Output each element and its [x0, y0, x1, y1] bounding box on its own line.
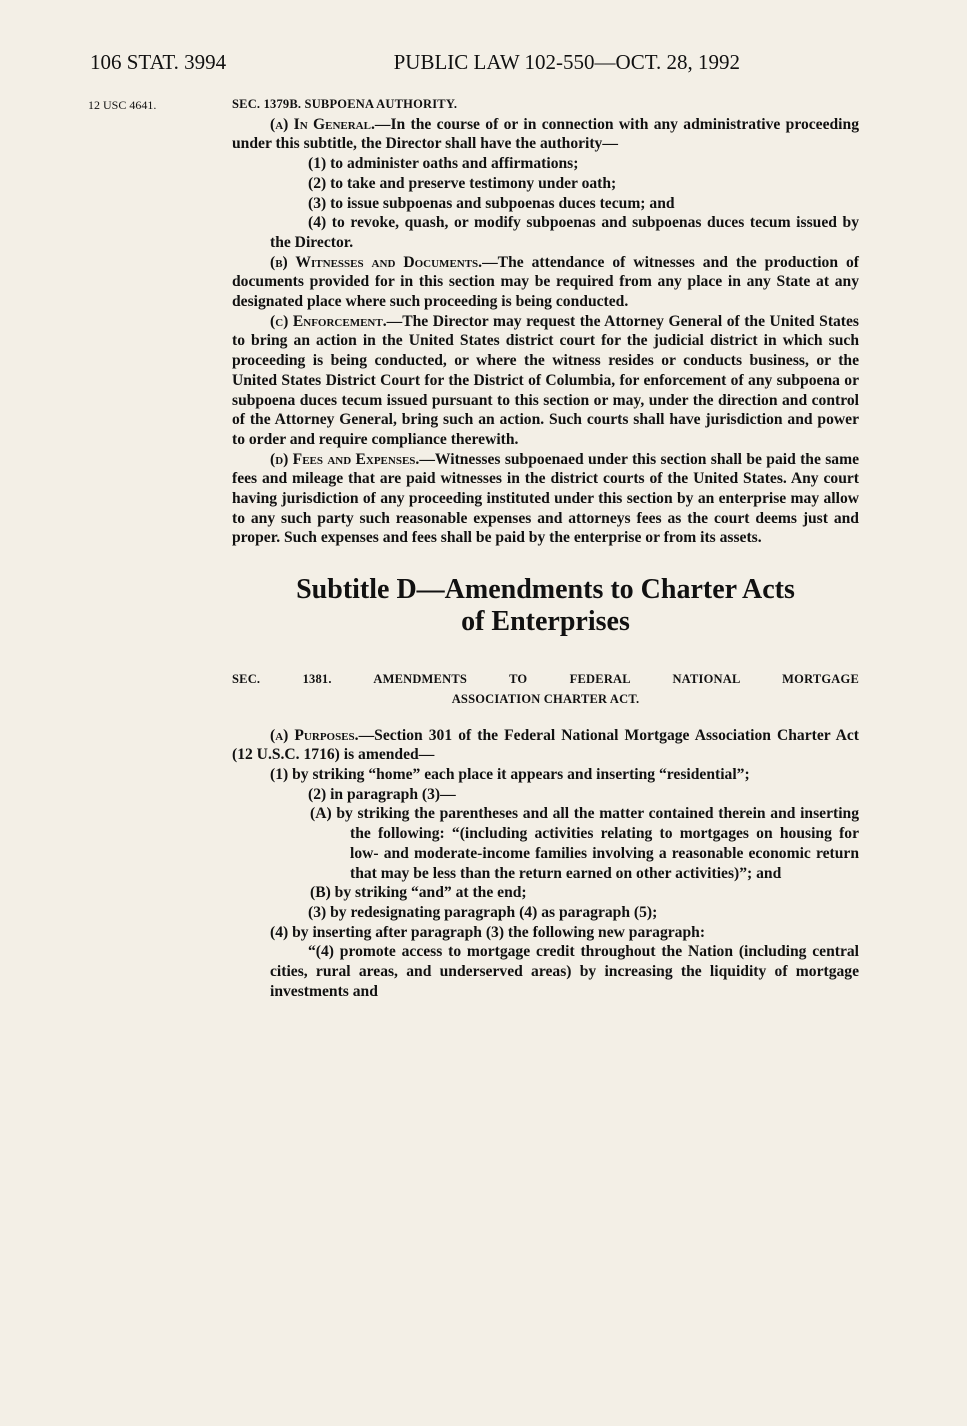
subsection-b — [232, 253, 859, 312]
document-body — [232, 95, 859, 1001]
stat-page-number: 106 STAT. 3994 — [90, 50, 227, 74]
subsection-a-text: —In the course of or in connection with any administrative proceeding under this subtitle, the Director shall have the authority— — [232, 115, 859, 153]
inserted-paragraph-4: “(4) promote access to mortgage credit throughout the Nation (including central cities, rural areas, and underserved areas) by increasing the liquidity of mortgage investments and — [270, 943, 859, 1000]
amendment-1: (1) by striking “home” each place it appears and inserting “residential”; — [270, 765, 750, 783]
amendment-2-A: (A) by striking the parentheses and all the matter contained therein and inserting the following: “(including activities relating to mortgages on housing for low- and moderate-income families involving a reasonable economic return that may be less than the return earned on other activities)”; and — [310, 805, 859, 882]
subsection-d-label: (d) Fees and Expenses. — [270, 450, 420, 468]
subtitle-line-2: of Enterprises — [461, 606, 630, 638]
amendment-2: (2) in paragraph (3)— — [308, 785, 456, 803]
subsection-c-text: —The Director may request the Attorney General of the United States to bring an action in the United States district court for the judicial district in which such proceeding is being conducted, or where the witness resides or conducts business, or the United States District Court for the District of Columbia, for enforcement of any subpoena or subpoena duces tecum issued pursuant to this section or may, under the direction and control of the Attorney General, bring such an action. Such courts shall have jurisdiction and power to order and require compliance therewith. — [232, 312, 859, 448]
subsection-b-label: (b) Witnesses and Documents. — [270, 253, 483, 271]
paragraph-4: (4) to revoke, quash, or modify subpoenas and subpoenas duces tecum issued by the Director. — [270, 214, 859, 251]
paragraph-1: (1) to administer oaths and affirmations; — [308, 155, 579, 173]
subsection-a — [232, 115, 859, 154]
subtitle-heading — [232, 574, 859, 638]
subsection-a-label: (a) In General. — [270, 115, 375, 133]
subsection-purposes-text: —Section 301 of the Federal National Mortgage Association Charter Act (12 U.S.C. 1716) is amended— — [232, 726, 859, 764]
subsection-purposes-label: (a) Purposes. — [270, 726, 359, 744]
amendment-4: (4) by inserting after paragraph (3) the following new paragraph: — [270, 923, 706, 941]
margin-usc-note: 12 USC 4641. — [88, 98, 157, 112]
section-heading-1381-line-1: SEC. 1381. AMENDMENTS TO FEDERAL NATIONAL MORTGAGE — [232, 672, 859, 687]
subsection-c — [232, 312, 859, 450]
amendment-2-B: (B) by striking “and” at the end; — [310, 884, 527, 902]
subsection-d-text: —Witnesses subpoenaed under this section shall be paid the same fees and mileage that are paid witnesses in the district courts of the United States. Any court having jurisdiction of any proceeding instituted under this section by an enterprise may allow to any such party such reasonable expenses and attorneys fees as the court deems just and proper. Such expenses and fees shall be paid by the enterprise or from its assets. — [232, 450, 859, 547]
subsection-b-text: —The attendance of witnesses and the production of documents provided for in this section may be required from any place in any State at any designated place where such proceeding is being conducted. — [232, 253, 859, 311]
section-heading-1381-line-2: ASSOCIATION CHARTER ACT. — [451, 691, 640, 706]
paragraph-2: (2) to take and preserve testimony under oath; — [308, 174, 617, 192]
subsection-d — [232, 450, 859, 549]
paragraph-3: (3) to issue subpoenas and subpoenas duces tecum; and — [308, 194, 675, 212]
subsection-c-label: (c) Enforcement. — [270, 312, 387, 330]
section-heading-1379b: SEC. 1379B. SUBPOENA AUTHORITY. — [232, 97, 458, 111]
amendment-3: (3) by redesignating paragraph (4) as paragraph (5); — [308, 903, 658, 921]
subtitle-line-1: Subtitle D—Amendments to Charter Acts — [296, 574, 795, 606]
subsection-purposes — [232, 726, 859, 765]
public-law-citation: PUBLIC LAW 102-550—OCT. 28, 1992 — [393, 50, 740, 74]
running-head — [90, 50, 740, 75]
